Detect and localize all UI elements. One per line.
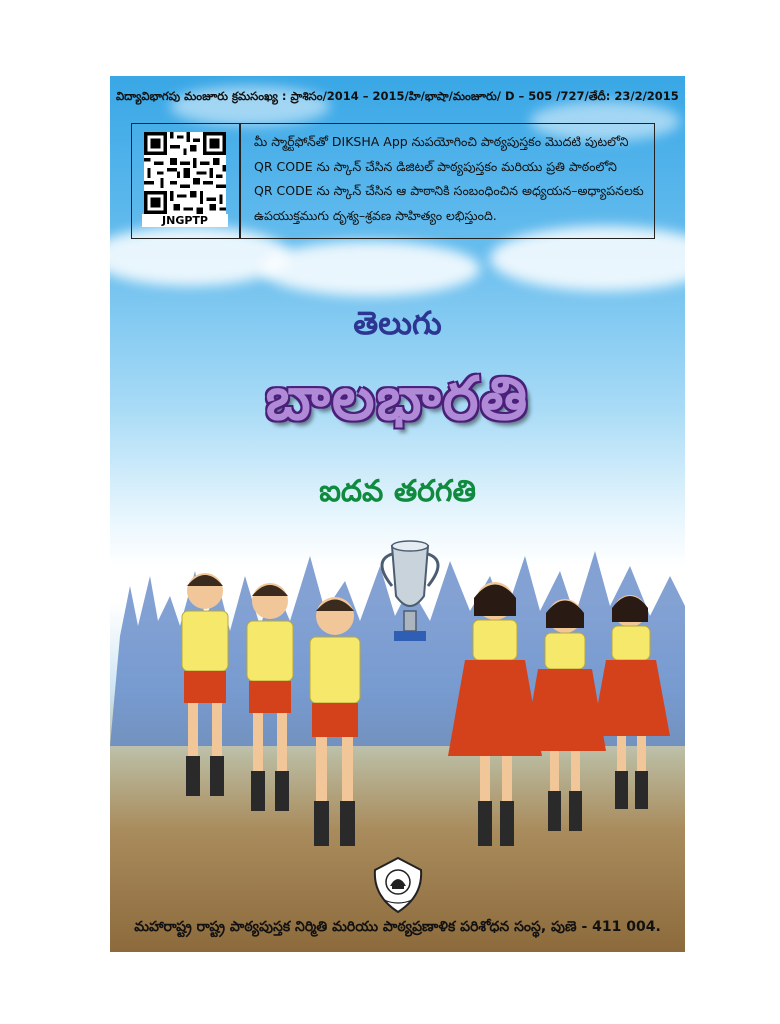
book-cover (110, 76, 685, 952)
registration-line: విద్యావిభాగపు మంజూరు క్రమసంఖ్య : ప్రాశిసం/2014 – 2015/హి/భాషా/మంజూరు/ D – 505 /727/తేదీ: 23/2/2015 (116, 89, 679, 103)
qr-code-icon[interactable] (142, 132, 228, 214)
cloud (260, 241, 480, 296)
qr-info-box (131, 123, 655, 239)
cover-illustration (110, 516, 685, 888)
qr-code-label: JNGPTP (142, 214, 228, 227)
publisher-logo-icon (372, 856, 424, 914)
subject-title: తెలుగు (353, 304, 442, 342)
qr-instruction-line: QR CODE ను స్కాన్ చేసిన ఆ పాఠానికి సంబంధించిన అధ్యయన–అధ్యాపనలకు (254, 183, 644, 198)
qr-instruction-line: మీ స్మార్ట్‌ఫోన్‌తో DIKSHA App నుపయోగించి పాఠ్యపుస్తకం మొదటి పుటలోని (254, 134, 629, 149)
qr-divider (239, 124, 241, 238)
qr-instruction-line: QR CODE ను స్కాన్ చేసిన డిజిటల్ పాఠ్యపుస్తకం మరియు ప్రతి పాఠంలోని (254, 158, 617, 174)
book-title: బాలభారతి (265, 364, 530, 434)
grade-label: ఐదవ తరగతి (319, 474, 476, 509)
qr-instruction-line: ఉపయుక్తముగు దృశ్య–శ్రవణ సాహిత్యం లభిస్తుంది. (254, 207, 497, 223)
publisher-footer: మహారాష్ట్ర రాష్ట్ర పాఠ్యపుస్తక నిర్మితి మరియు పాఠ్యప్రణాళిక పరిశోధన సంస్థ, పుణె - 411 004. (134, 919, 661, 935)
qr-instructions (254, 130, 646, 228)
